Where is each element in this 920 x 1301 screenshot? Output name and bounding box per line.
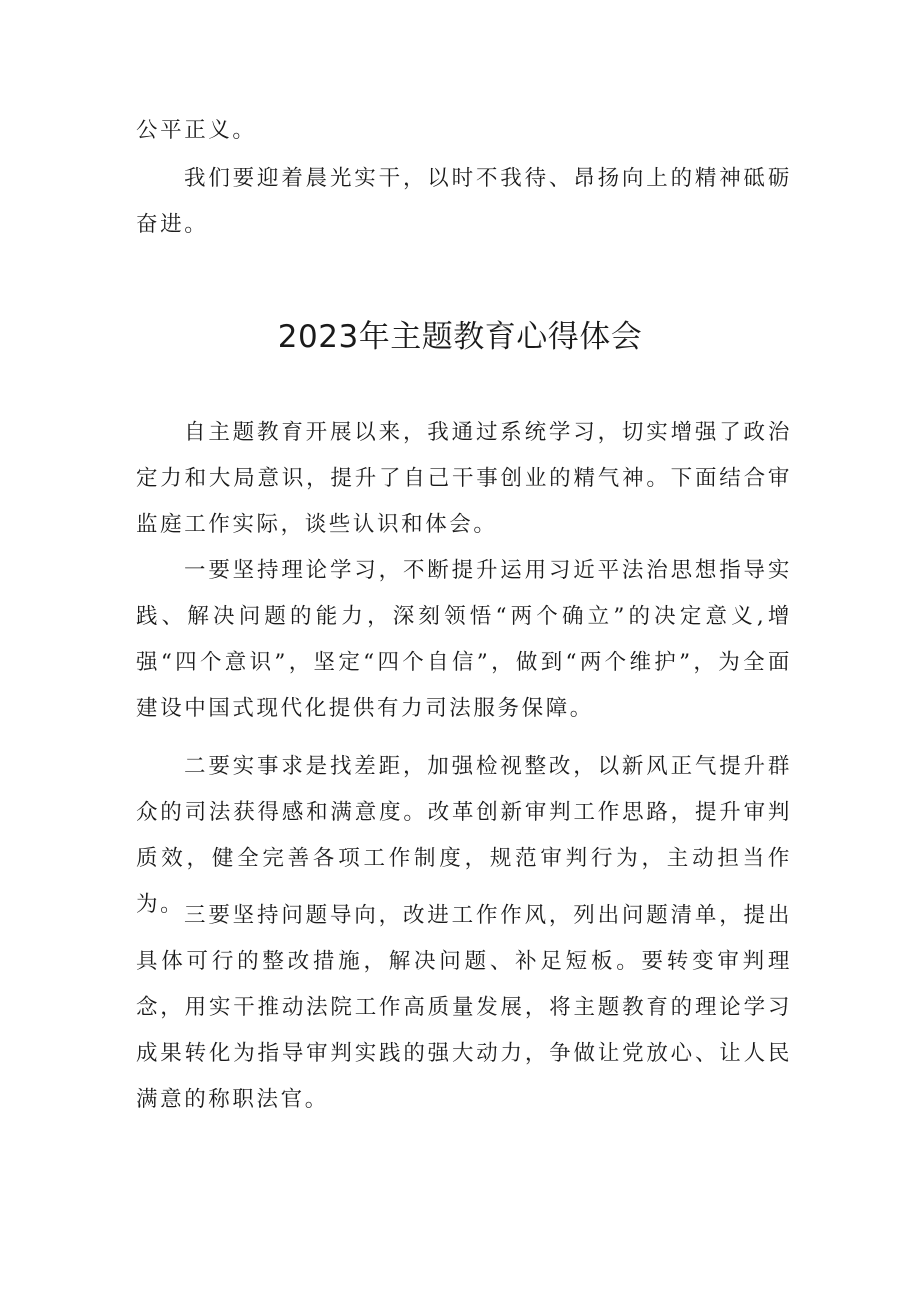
article-paragraph-find-gaps: 二要实事求是找差距，加强检视整改，以新风正气提升群众的司法获得感和满意度。改革创新审判工作思路，提升审判质效，健全完善各项工作制度，规范审判行为，主动担当作为。 [136,754,792,917]
previous-section-ending-line: 公平正义。 [136,118,257,143]
article-paragraph-theory-study: 一要坚持理论学习，不断提升运用习近平法治思想指导实践、解决问题的能力，深刻领悟“两个确立”的决定意义,增强“四个意识”，坚定“四个自信”，做到“两个维护”，为全面建设中国式现代化提供有力司法服务保障。 [136,558,792,721]
article-paragraph-problem-oriented: 三要坚持问题导向，改进工作作风，列出问题清单，提出具体可行的整改措施，解决问题、补足短板。要转变审判理念，用实干推动法院工作高质量发展，将主题教育的理论学习成果转化为指导审判实践的强大动力，争做让党放心、让人民满意的称职法官。 [136,903,792,1112]
article-paragraph-intro: 自主题教育开展以来，我通过系统学习，切实增强了政治定力和大局意识，提升了自己干事创业的精气神。下面结合审监庭工作实际，谈些认识和体会。 [136,420,792,537]
previous-section-closing-paragraph: 我们要迎着晨光实干，以时不我待、昂扬向上的精神砥砺奋进。 [136,166,792,237]
article-title: 2023年主题教育心得体会 [277,319,643,355]
